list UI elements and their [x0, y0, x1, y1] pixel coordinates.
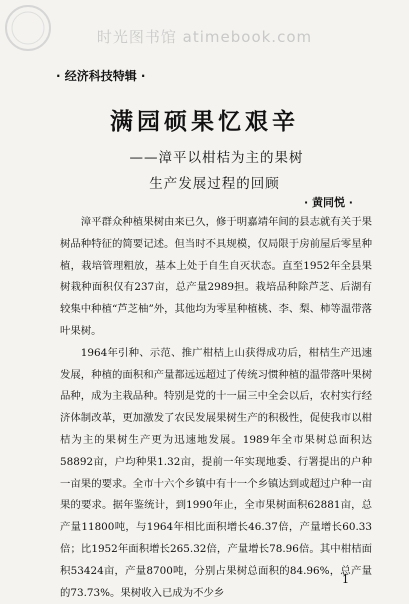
site-watermark: 时光图书馆 atimebook.com [96, 28, 313, 46]
article-body [60, 212, 372, 604]
article-subtitle-line1: ——漳平以柑桔为主的果树 [129, 150, 304, 166]
body-paragraph: 1964年引种、示范、推广柑桔上山获得成功后，柑桔生产迅速发展，种植的面积和产量都远远超过了传统习惯种植的温带落叶果树品种，成为主栽品种。特别是党的十一届三中全会以后，农村实行经济体制改革，更加激发了农民发展果树生产的积极性，促使我市以柑桔为主的果树生产更为迅速地发展。1989年全市果树总面积达58892亩，户均种果1.32亩，提前一年实现地委、行署提出的户种一亩果的要求。全市十六个乡镇中有十一个乡镇达到或超过户种一亩果的要求。据年鉴统计，到1990年止，全市果树面积62881亩，总产量11800吨，与1964年相比面积增长46.37倍，产量增长60.33倍；比1952年面积增长265.32倍，产量增长78.96倍。其中柑桔面积53424亩，产量8700吨，分别占果树总面积的84.96%，总产量的73.73%。果树收入已成为不少乡 [60, 346, 372, 599]
article-title: 满园硕果忆艰辛 [110, 109, 299, 135]
article-author: · 黄同悦 · [303, 196, 353, 209]
article-subtitle-line2: 生产发展过程的回顾 [149, 176, 280, 192]
section-label: · 经济科技特辑 · [56, 69, 146, 83]
body-paragraph: 漳平群众种植果树由来已久，修于明嘉靖年间的县志就有关于果树品种特征的简要记述。但当时不具规模，仅局限于房前屋后零星种植，栽培管理粗放，基本上处于自生自灭状态。直至1952年全县果树栽种面积仅有237亩，总产量2989担。栽培品种除芦芝、后湖有较集中种植“芦芝柚”外，其他均为零星种植桃、李、梨、柿等温带落叶果树。 [60, 216, 372, 337]
page-number: 1 [342, 573, 349, 586]
